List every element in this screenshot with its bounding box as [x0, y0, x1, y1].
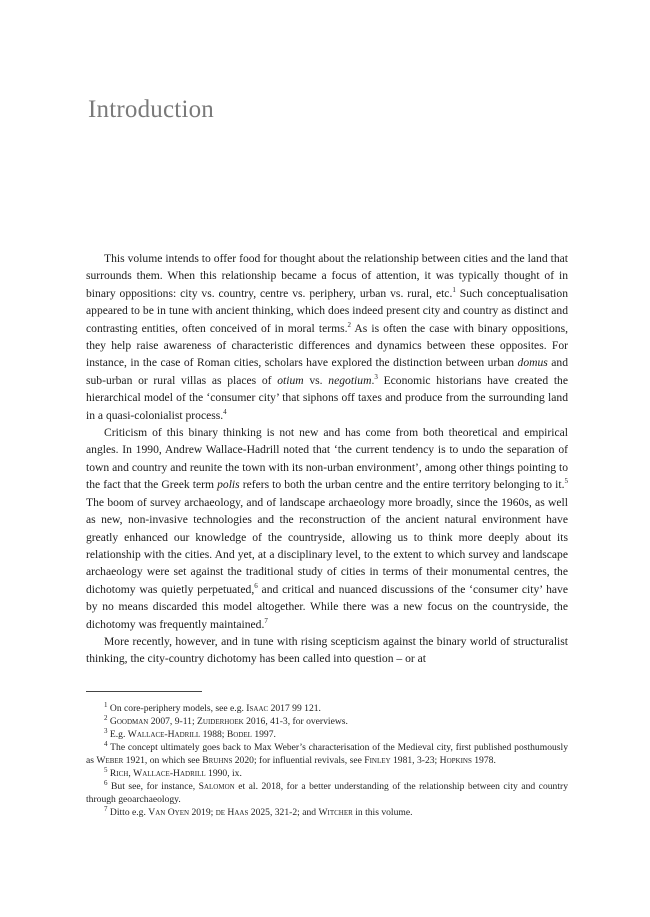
- footnote-separator: [86, 691, 202, 692]
- text-run: and critical and nuanced discussions of the ‘consumer city’ have by no means discarded this model altogether. While there was a new focus on the countryside, the dichotomy was frequently maintained.: [86, 582, 568, 631]
- author-name: Rich: [109, 768, 129, 779]
- footnote-4: [86, 741, 568, 767]
- text-run: .: [371, 373, 375, 387]
- footnote-5: [86, 767, 568, 780]
- footnote-marker: 1: [452, 285, 456, 294]
- author-name: Hopkins: [439, 755, 472, 766]
- footnote-marker: 2: [347, 320, 351, 329]
- author-name: Salomon: [198, 781, 235, 792]
- text-run: 2025, 321-2; and: [248, 807, 319, 818]
- text-run: 1988;: [200, 729, 227, 740]
- text-run: 1978.: [471, 755, 496, 766]
- text-run: More recently, however, and in tune with rising scepticism against the binary world of structuralist thinking, the city-country dichotomy has been called into question – or at: [86, 634, 568, 666]
- footnote-marker: 7: [264, 616, 268, 625]
- footnote-6: [86, 780, 568, 806]
- footnote-3: [86, 728, 568, 741]
- text-run: Such conceptualisation appeared to be in tune with ancient thinking, which does indeed present city and country as distinct and contrasting entities, often conceived of in moral terms.: [86, 286, 568, 335]
- footnote-marker: 3: [374, 372, 378, 381]
- footnote-marker: 2: [104, 713, 108, 722]
- author-name: Wallace-Hadrill: [127, 729, 201, 740]
- footnote-marker: 6: [254, 581, 258, 590]
- author-name: Bruhns: [202, 755, 233, 766]
- text-run: 1990, ix.: [205, 768, 242, 779]
- footnote-marker: 7: [104, 804, 108, 813]
- text-run: et al. 2018, for a better understanding of the relationship between city and country through geoarchaeology.: [86, 781, 568, 805]
- footnote-marker: 4: [223, 407, 227, 416]
- text-run: 1921, on which see: [123, 755, 203, 766]
- italic-term: polis: [217, 478, 240, 492]
- text-run: Ditto e.g.: [107, 807, 149, 818]
- paragraph-1: [86, 250, 568, 424]
- text-run: 1981, 3-23;: [390, 755, 440, 766]
- footnote-marker: 4: [104, 739, 108, 748]
- text-run: refers to both the urban centre and the entire territory belonging to it.: [239, 478, 565, 492]
- text-run: Economic historians have created the hierarchical model of the ‘consumer city’ that siphons off taxes and produce from the surrounding land in a quasi-colonialist process.: [86, 373, 568, 422]
- author-name: Zuiderhoek: [197, 716, 244, 727]
- text-run: The concept ultimately goes back to Max Weber’s characterisation of the Medieval city, first published posthumously as: [86, 742, 568, 766]
- author-name: Witcher: [318, 807, 353, 818]
- author-name: Weber: [96, 755, 124, 766]
- text-run: 2020; for influential revivals, see: [232, 755, 365, 766]
- text-run: This volume intends to offer food for thought about the relationship between cities and the land that surrounds them. When this relationship became a focus of attention, it was typically thought of in binary oppositions: city vs. country, centre vs. periphery, urban vs. rural, etc.: [86, 252, 568, 300]
- footnote-7: [86, 806, 568, 819]
- author-name: de Haas: [215, 807, 249, 818]
- author-name: Van Oyen: [148, 807, 190, 818]
- italic-term: negotium: [328, 373, 372, 387]
- text-run: Criticism of this binary thinking is not new and has come from both theoretical and empirical angles. In 1990, Andrew Wallace-Hadrill noted that ‘the current tendency is to undo the separation of town and country and reunite the town with its non-urban environment’, among other things pointing to the fact that the Greek term: [86, 426, 568, 492]
- author-name: Bodel: [226, 729, 252, 740]
- main-text: [86, 250, 568, 668]
- footnotes: [86, 702, 568, 819]
- chapter-title: Introduction: [88, 96, 214, 123]
- text-run: and sub-urban or rural villas as places of: [86, 356, 568, 387]
- footnote-1: [86, 702, 568, 715]
- footnote-2: [86, 715, 568, 728]
- author-name: Goodman: [109, 716, 149, 727]
- text-run: vs.: [303, 373, 329, 387]
- footnote-marker: 3: [104, 726, 108, 735]
- italic-term: domus: [517, 356, 548, 370]
- author-name: Finley: [364, 755, 391, 766]
- text-run: 2017 99 121.: [268, 703, 321, 714]
- text-run: 2007, 9-11;: [148, 716, 198, 727]
- text-run: As is often the case with binary oppositions, they help raise awareness of characteristic differences and dynamics between these opposites. For instance, in the case of Roman cities, scholars have explored the distinction between urban: [86, 321, 568, 370]
- footnote-marker: 6: [104, 778, 108, 787]
- footnote-marker: 5: [564, 477, 568, 486]
- text-run: The boom of survey archaeology, and of landscape archaeology more broadly, since the 1960s, as well as new, non-invasive technologies and the reconstruction of the ancient natural environment have greatly enhanced our knowledge of the countryside, allowing us to think more deeply about its relationship with the cities. And yet, at a disciplinary level, to the extent to which survey and landscape archaeology were set against the traditional study of cities in terms of their monumental centres, the dichotomy was quietly perpetuated,: [86, 495, 568, 596]
- text-run: 2016, 41-3, for overviews.: [243, 716, 348, 727]
- text-run: in this volume.: [352, 807, 413, 818]
- paragraph-3: [86, 633, 568, 668]
- text-run: 1997.: [251, 729, 276, 740]
- author-name: Isaac: [246, 703, 269, 714]
- text-run: ,: [128, 768, 134, 779]
- italic-term: otium: [277, 373, 304, 387]
- text-run: E.g.: [107, 729, 128, 740]
- paragraph-2: [86, 424, 568, 633]
- text-run: 2019;: [189, 807, 216, 818]
- author-name: Wallace-Hadrill: [133, 768, 206, 779]
- text-run: But see, for instance,: [107, 781, 199, 792]
- footnote-marker: 5: [104, 765, 108, 774]
- text-run: On core-periphery models, see e.g.: [107, 703, 247, 714]
- footnote-marker: 1: [104, 700, 108, 709]
